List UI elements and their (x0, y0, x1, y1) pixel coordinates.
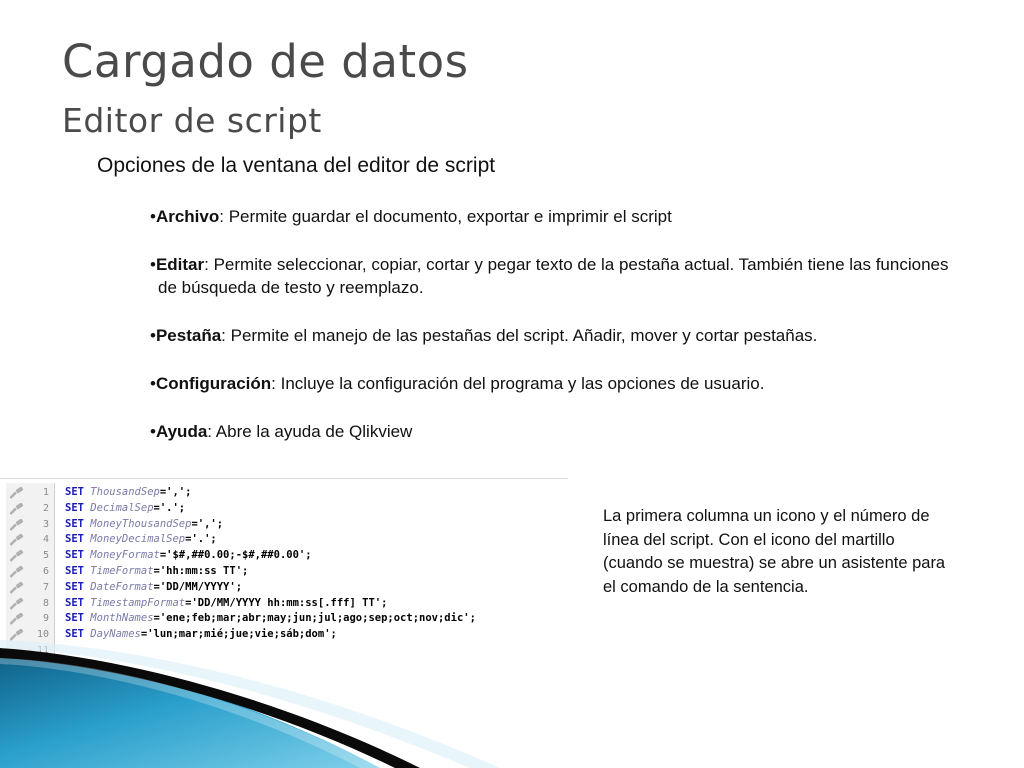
code-text (65, 596, 387, 612)
line-number: 9 (42, 613, 49, 625)
line-number: 6 (42, 565, 49, 577)
line-number: 4 (42, 534, 49, 546)
line-number: 7 (42, 581, 49, 593)
bullet-label: Configuración (155, 374, 272, 393)
variable-value: ='lun;mar;mié;jue;vie;sáb;dom'; (140, 628, 337, 641)
hammer-icon[interactable] (10, 598, 24, 610)
variable-value: ='hh:mm:ss TT'; (153, 564, 249, 577)
bullet-label: Archivo (155, 207, 220, 226)
bullet-text: : Incluye la configuración del programa y las opciones de usuario. (271, 374, 765, 393)
variable-name: MonthNames (90, 612, 154, 625)
line-number: 5 (42, 550, 49, 562)
code-text (65, 548, 312, 564)
keyword: SET (65, 517, 84, 530)
keyword: SET (65, 533, 84, 546)
script-line (0, 532, 568, 548)
script-line (0, 580, 568, 596)
code-text (65, 564, 248, 580)
script-line (0, 501, 568, 517)
keyword: SET (65, 564, 84, 577)
line-number: 1 (42, 487, 49, 498)
keyword: SET (65, 580, 84, 593)
note-text: La primera columna un icono y el número de línea del script. Con el icono del martillo (cuando se muestra) se abre un asistente para el comando de la sentencia. (603, 507, 946, 596)
script-lines (0, 485, 568, 657)
code-text (65, 501, 185, 517)
variable-value: ='DD/MM/YYYY hh:mm:ss[.fff] TT'; (185, 596, 388, 609)
hammer-icon[interactable] (10, 503, 24, 515)
variable-name: TimestampFormat (90, 596, 186, 609)
bullet-label: Editar (155, 255, 205, 274)
bullet-label: Ayuda (155, 422, 208, 441)
script-line (0, 564, 568, 580)
keyword: SET (65, 486, 84, 498)
slide-subtitle: Editor de script (62, 101, 322, 140)
script-line (0, 548, 568, 564)
bullet-text: : Permite el manejo de las pestañas del script. Añadir, mover y cortar pestañas. (221, 326, 818, 345)
variable-value: ='$#,##0.00;-$#,##0.00'; (159, 549, 312, 562)
bullet-text: : Permite guardar el documento, exportar e imprimir el script (219, 207, 672, 226)
code-text (65, 580, 242, 596)
code-text (65, 517, 223, 533)
variable-value: ='.'; (153, 501, 186, 514)
bullet-editar: •Editar: Permite seleccionar, copiar, cortar y pegar texto de la pestaña actual. También tiene las funciones de búsqueda de testo y reemplazo. (150, 255, 949, 297)
line-number: 8 (42, 597, 49, 609)
variable-name: MoneyDecimalSep (90, 533, 186, 546)
variable-name: TimeFormat (90, 564, 154, 577)
hammer-icon[interactable] (10, 487, 24, 499)
hammer-icon[interactable] (10, 613, 24, 625)
keyword: SET (65, 501, 84, 514)
keyword: SET (65, 612, 84, 625)
intro-text: Opciones de la ventana del editor de script (97, 154, 496, 177)
variable-value: ='.'; (185, 533, 217, 546)
hammer-icon[interactable] (10, 566, 24, 578)
variable-value: =','; (191, 517, 224, 530)
script-line (0, 485, 568, 501)
code-text (65, 532, 217, 548)
bullet-archivo: •Archivo: Permite guardar el documento, exportar e imprimir el script (150, 207, 672, 226)
bullet-configuracion: •Configuración: Incluye la configuración del programa y las opciones de usuario. (150, 374, 765, 393)
variable-name: DateFormat (90, 580, 154, 593)
bullet-ayuda: •Ayuda: Abre la ayuda de Qlikview (150, 422, 413, 441)
script-line (0, 596, 568, 612)
variable-name: DayNames (90, 628, 141, 641)
bullet-text: : Permite seleccionar, copiar, cortar y pegar texto de la pestaña actual. También tiene las funciones de búsqueda de testo y reemplazo. (158, 255, 949, 297)
slide-title: Cargado de datos (62, 35, 469, 88)
bullet-label: Pestaña (155, 326, 222, 345)
variable-value: ='ene;feb;mar;abr;may;jun;jul;ago;sep;oct;nov;dic'; (153, 612, 476, 625)
script-editor-screenshot (0, 478, 568, 657)
variable-name: MoneyFormat (90, 549, 160, 562)
bullet-text: : Abre la ayuda de Qlikview (207, 422, 413, 441)
variable-value: =','; (159, 486, 192, 498)
script-line (0, 517, 568, 533)
variable-value: ='DD/MM/YYYY'; (153, 580, 243, 593)
hammer-icon[interactable] (10, 534, 24, 546)
line-number: 10 (36, 629, 49, 641)
hammer-icon[interactable] (10, 582, 24, 594)
variable-name: MoneyThousandSep (90, 517, 192, 530)
hammer-icon[interactable] (10, 519, 24, 531)
code-text (65, 611, 476, 627)
code-text (65, 485, 191, 501)
line-number: 3 (42, 518, 49, 530)
variable-name: ThousandSep (90, 486, 160, 498)
script-line (0, 611, 568, 627)
variable-name: DecimalSep (90, 501, 154, 514)
options-list (150, 205, 950, 468)
hammer-icon[interactable] (10, 550, 24, 562)
decorative-swoosh (0, 640, 620, 768)
keyword: SET (65, 628, 84, 641)
line-number: 2 (42, 502, 49, 514)
keyword: SET (65, 596, 84, 609)
bullet-pestana: •Pestaña: Permite el manejo de las pestañas del script. Añadir, mover y cortar pestañas. (150, 326, 818, 345)
keyword: SET (65, 549, 84, 562)
